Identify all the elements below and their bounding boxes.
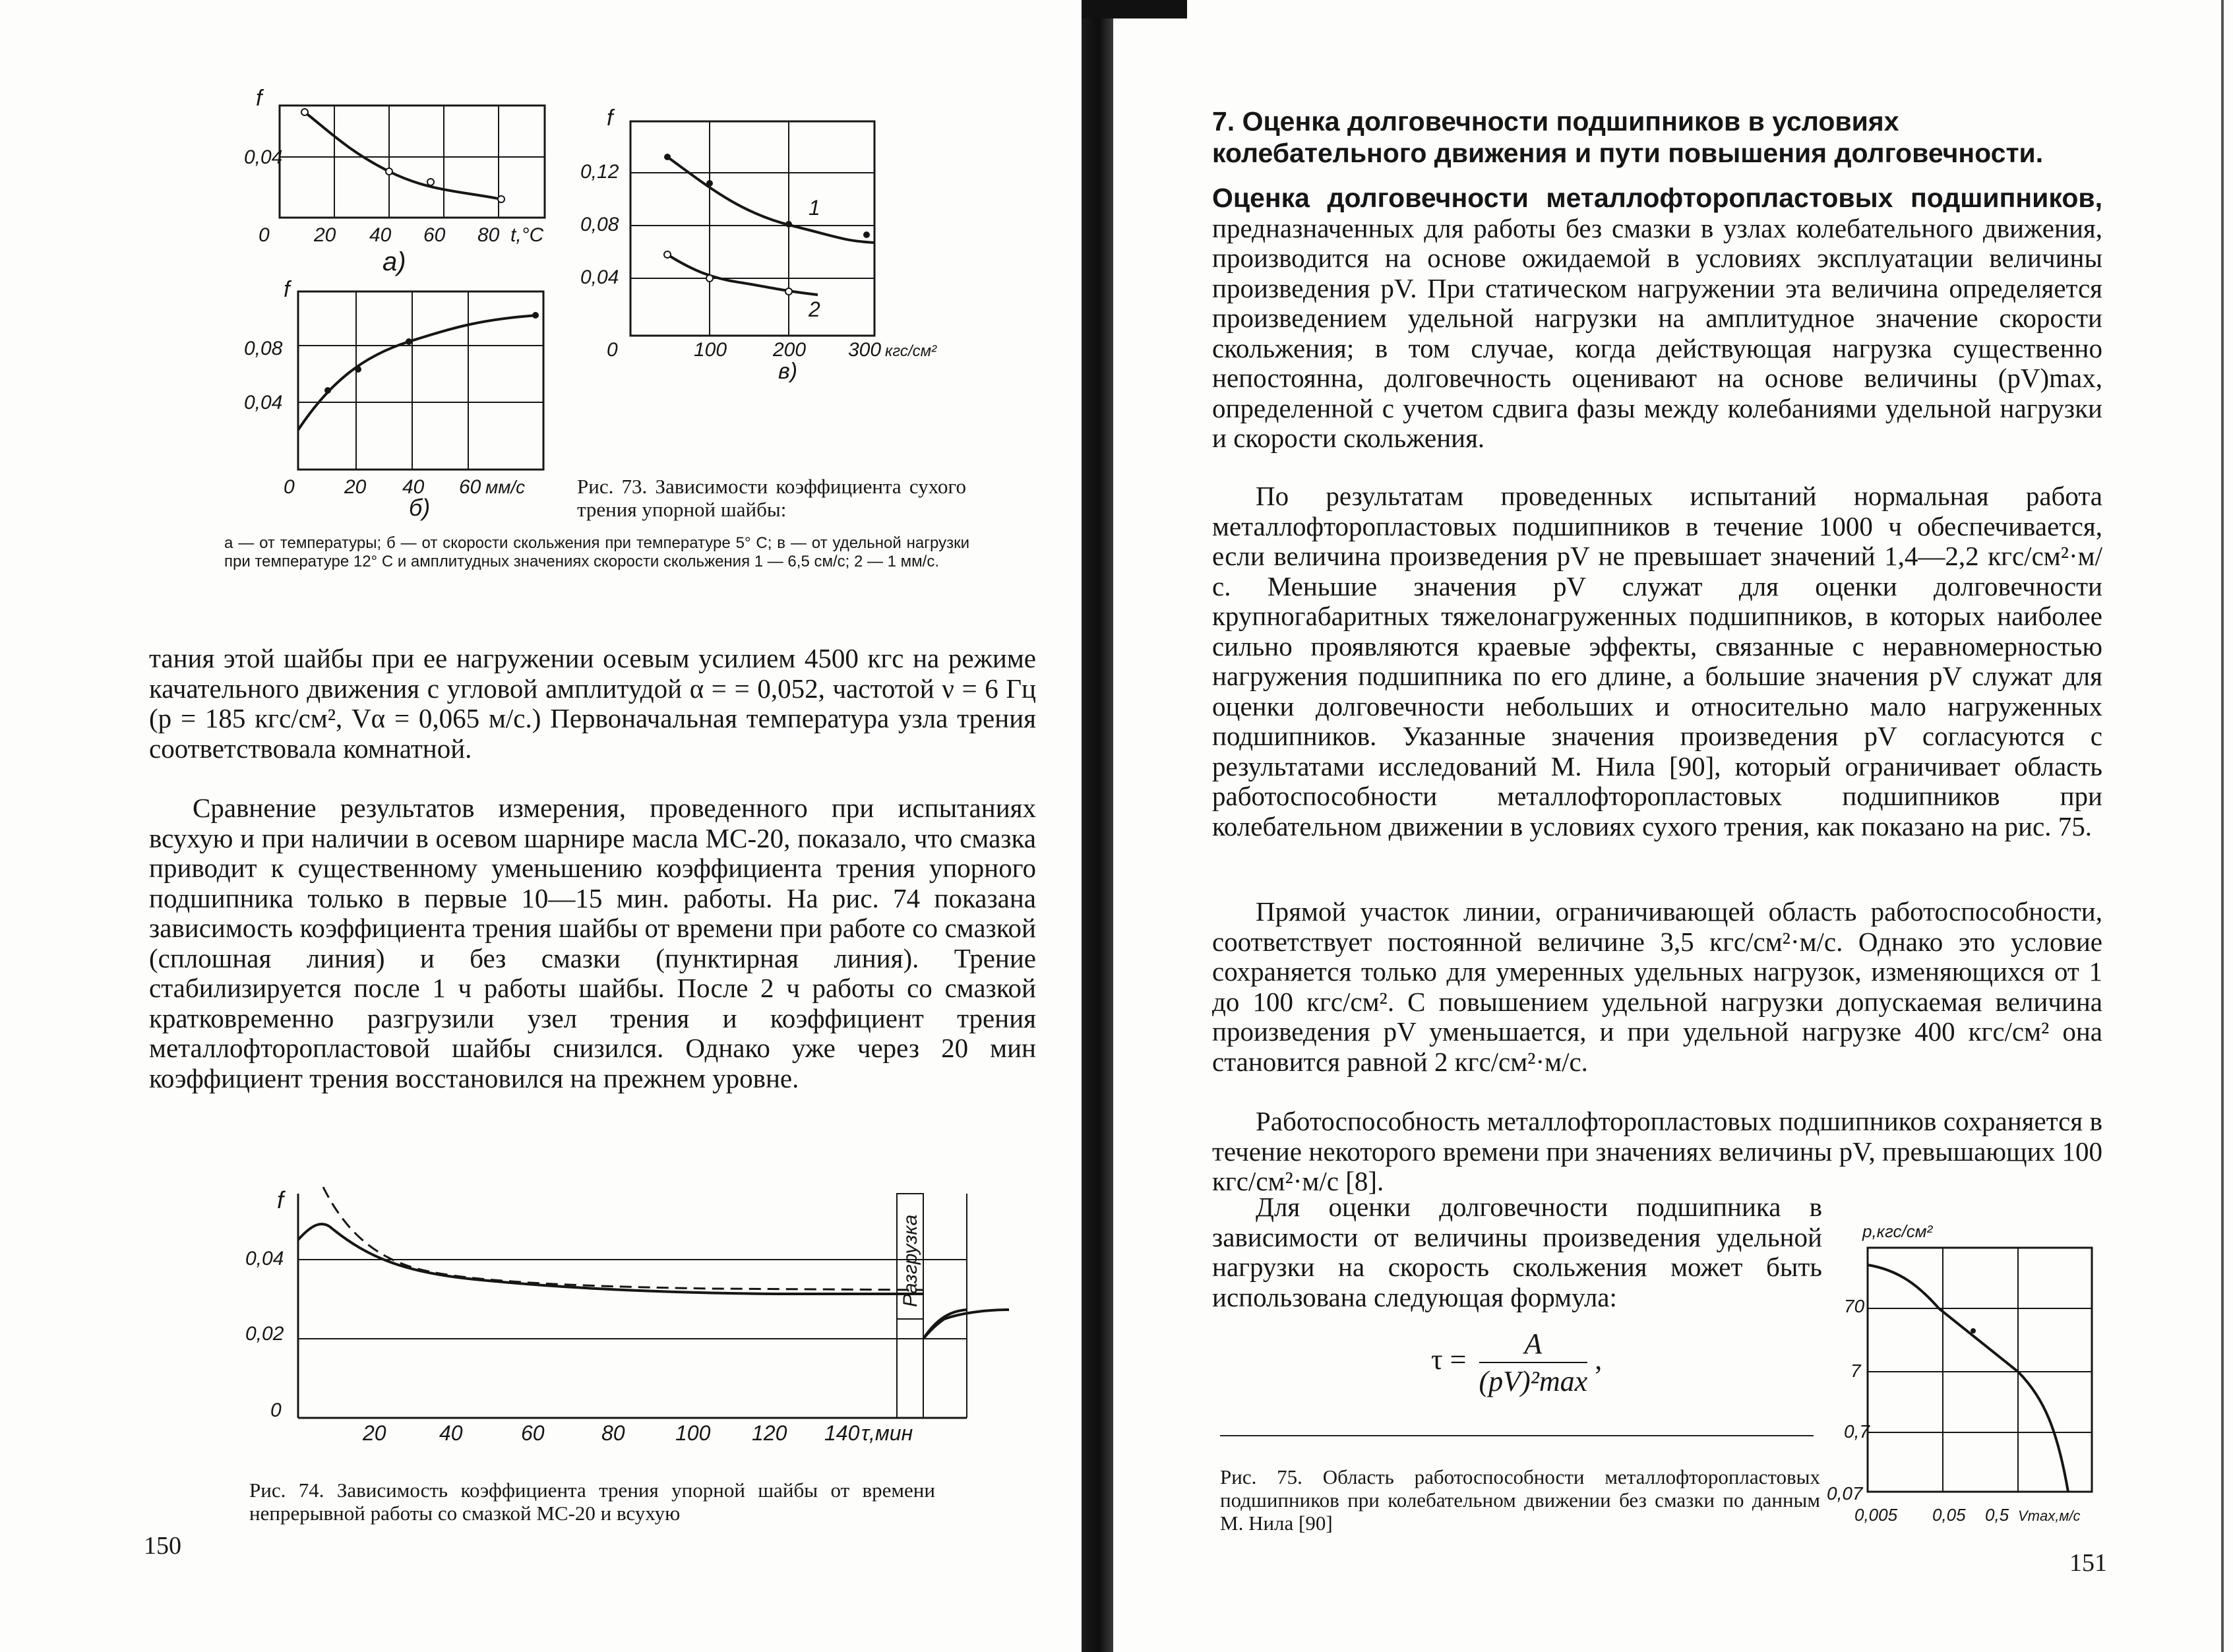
fig73-panel-b <box>244 277 567 521</box>
fig73c-ytick-1: 0,08 <box>580 214 619 235</box>
fig73-panel-c <box>580 106 963 382</box>
fig75-xtick-0: 0,005 <box>1854 1505 1898 1525</box>
right-paragraph-2: По результатам проведенных испытаний нормальная работа металлофторопластовых подшипников в течение 1000 ч обеспечивается, если величина произведения pV не превышает значений 1,4—2,2 кгс/см²·м/с. Меньшие значения pV служат для оценки долговечности крупногабаритных тяжелонагруженных подшипников, в которых наиболее сильно проявляются краевые эффекты, связанные с неравномерностью нагружения подшипника по его длине, а большие значения pV служат для оценки долговечности небольших и относительно мало нагруженных подшипников. Указанные значения произведения pV согласуются с результатами исследований М. Нила [90], который ограничивает область работоспособности металлофторопластовых подшипников при колебательном движении в условиях сухого трения, как показано на рис. 75. <box>1212 481 2102 841</box>
fig73b-xunit: мм/с <box>485 477 526 497</box>
page-edge <box>2221 0 2224 1652</box>
fig74-xtick-0: 20 <box>363 1421 386 1445</box>
fig73a-panel-label: a) <box>382 247 406 276</box>
fig73a-xtick-1: 20 <box>314 224 336 246</box>
left-page-number: 150 <box>144 1532 181 1560</box>
section-heading: 7. Оценка долговечности подшипников в условиях колебательного движения и пути повышения долговечности. <box>1212 106 2044 168</box>
p1-bold-lead: Оценка долговечности металлофторопластовых подшипников, <box>1212 183 2102 213</box>
fig73b-ytick-1: 0,04 <box>244 392 283 413</box>
fig74-ytick-1: 0,02 <box>245 1323 284 1345</box>
fig73a-xtick-0: 0 <box>259 224 270 246</box>
fig73a-ylabel: f <box>256 86 262 111</box>
left-paragraph-2: Сравнение результатов измерения, проведенного при испытаниях всухую и при наличии в осевом шарнире масла МС-20, показало, что смазка приводит к существенному уменьшению коэффициента трения упорного подшипника только в первые 10—15 мин. работы. На рис. 74 показана зависимость коэффициента трения шайбы от времени при работе со смазкой (сплошная линия) и без смазки (пунктирная линия). Трение стабилизируется после 1 ч работы шайбы. После 2 ч работы со смазкой кратковременно разгрузили узел трения и коэффициент трения металлофторопластовой шайбы снизился. Однако уже через 20 мин коэффициент трения восстановился на прежнем уровне. <box>149 793 1036 1093</box>
right-paragraph-5: Для оценки долговечности подшипника в зависимости от величины произведения удельной нагрузки на скорость скольжения может быть использована следующая формула: <box>1212 1192 1822 1312</box>
right-paragraph-3: Прямой участок линии, ограничивающей область работоспособности, соответствует постоянной величине 3,5 кгс/см²·м/с. Однако это условие сохраняется только для умеренных удельных нагрузок, изменяющихся от 1 до 100 кгс/см². С повышением удельной нагрузки допускаемая величина произведения pV уменьшается, и при удельной нагрузке 400 кгс/см² она становится равной 2 кгс/см²·м/с. <box>1212 896 2102 1077</box>
fig75-ytick-2: 0,7 <box>1844 1421 1870 1442</box>
fig73-panel-a <box>244 86 567 284</box>
fig73c-xtick-3: 300 <box>848 339 882 361</box>
fig73-caption: Рис. 73. Зависимости коэффициента сухого трения упорной шайбы: <box>577 475 966 521</box>
fig73b-xtick-2: 40 <box>402 476 425 498</box>
fig73a-ytick: 0,04 <box>244 146 283 168</box>
fig73b-ytick-0: 0,08 <box>244 338 283 359</box>
fig74-xtick-4: 100 <box>675 1421 711 1445</box>
fig73b-xtick-1: 20 <box>344 476 367 498</box>
durability-formula <box>1431 1327 1602 1398</box>
right-paragraph-1 <box>1212 183 2102 454</box>
formula-numerator: A <box>1479 1327 1588 1363</box>
fig74-xtick-6: 140 <box>824 1421 860 1445</box>
fig74-xtick-3: 80 <box>601 1421 625 1445</box>
fig74-xtick-5: 120 <box>752 1421 787 1445</box>
fig73c-curve-label-1: 1 <box>809 196 820 220</box>
fig73b-xtick-3: 60 <box>459 476 481 498</box>
fig73c-ytick-0: 0,12 <box>580 161 619 183</box>
fig75-xunit: Vmax,м/с <box>2018 1508 2081 1524</box>
fig74-caption: Рис. 74. Зависимость коэффициента трения упорной шайбы от времени непрерывной работы со смазкой МС-20 и всухую <box>249 1479 935 1525</box>
fig75-caption: Рис. 75. Область работоспособности металлофторопластовых подшипников при колебательном движении без смазки по данным М. Нила [90] <box>1220 1465 1820 1535</box>
fig73c-xunit: кгс/см² <box>885 342 937 360</box>
fig73c-curve-label-2: 2 <box>809 297 820 321</box>
fig73a-xtick-3: 60 <box>423 224 446 246</box>
fig75-chart <box>1827 1213 2104 1537</box>
fig73b-panel-label: б) <box>409 494 431 521</box>
fig73a-xunit: t,°C <box>510 224 544 246</box>
fig73c-xtick-1: 100 <box>694 339 727 361</box>
fig73c-ylabel: f <box>607 106 613 131</box>
left-paragraph-1: тания этой шайбы при ее нагружении осевым усилием 4500 кгс на режиме качательного движения с угловой амплитудой α = = 0,052, частотой ν = 6 Гц (p = 185 кгс/см², Vα = 0,065 м/с.) Первоначальная температура узла трения соответствовала комнатной. <box>149 643 1036 764</box>
fig75-xtick-2: 0,5 <box>1985 1505 2009 1525</box>
fig75-ytick-3: 0,07 <box>1827 1483 1863 1504</box>
fig75-ytick-0: 70 <box>1844 1296 1865 1316</box>
fig74-xunit: τ,мин <box>861 1421 913 1445</box>
fig74-ylabel: f <box>277 1186 284 1213</box>
right-page-number: 151 <box>2069 1549 2107 1577</box>
fig73c-xtick-2: 200 <box>773 339 807 361</box>
p1-text: предназначенных для работы без смазки в узлах колебательного движения, производится на основе ожидаемой в условиях эксплуатации величины произведения pV. При статическом нагружении эта величина определяется произведением удельной нагрузки на амплитудное значение скорости скольжения; в том случае, когда действующая нагрузка существенно непостоянна, долговечность оценивают на основе величины (pV)max, определенной с учетом сдвига фазы между колебаниями удельной нагрузки и скорости скольжения. <box>1212 212 2102 453</box>
fig73a-xtick-2: 40 <box>369 224 392 246</box>
fig75-ylabel: p,кгс/см² <box>1862 1221 1933 1241</box>
spine-shadow <box>1082 0 1187 18</box>
fig73c-ytick-2: 0,04 <box>580 266 619 288</box>
fig74-xtick-2: 60 <box>521 1421 545 1445</box>
fig74-xtick-1: 40 <box>439 1421 463 1445</box>
book-spine <box>1082 0 1113 1652</box>
formula-denominator: (pV)²max <box>1479 1365 1588 1397</box>
fig74-annotation: Разгрузка <box>900 1214 921 1307</box>
formula-tail: , <box>1595 1343 1603 1376</box>
fig73b-xtick-0: 0 <box>284 476 295 498</box>
fig73-caption-legend: а — от температуры; б — от скорости скольжения при температуре 5° С; в — от удельной нагрузки при температуре 12° С и амплитудных значениях скорости скольжения 1 — 6,5 см/с; 2 — 1 мм/с. <box>224 534 969 570</box>
right-paragraph-4: Работоспособность металлофторопластовых подшипников сохраняется в течение некоторого времени при значениях величины pV, превышающих 100 кгс/см²·м/с [8]. <box>1212 1106 2102 1196</box>
fig74-ytick-2: 0 <box>270 1399 282 1421</box>
caption-divider <box>1220 1435 1814 1436</box>
fig75-xtick-1: 0,05 <box>1932 1505 1966 1525</box>
fig74-chart <box>237 1180 1016 1464</box>
formula-lhs: τ = <box>1431 1343 1467 1376</box>
fig73c-xtick-0: 0 <box>607 339 618 361</box>
formula-fraction <box>1479 1327 1588 1398</box>
fig73c-panel-label: в) <box>778 359 798 382</box>
fig74-ytick-0: 0,04 <box>245 1248 284 1270</box>
fig73a-xtick-4: 80 <box>477 224 500 246</box>
fig73b-ylabel: f <box>284 277 290 302</box>
fig75-ytick-1: 7 <box>1851 1361 1861 1381</box>
